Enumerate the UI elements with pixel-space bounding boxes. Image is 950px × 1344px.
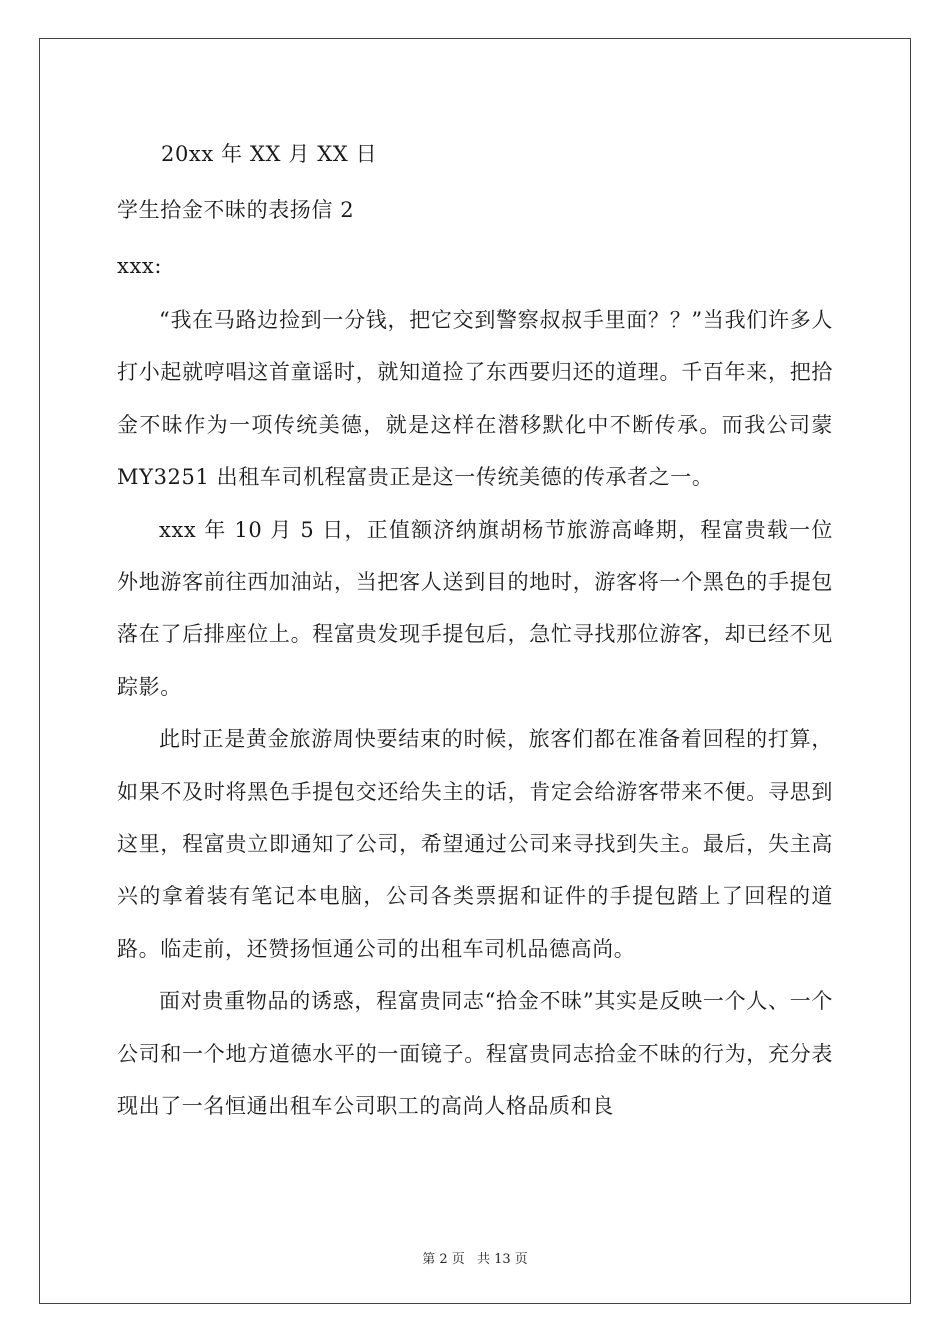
page-number: 第 2 页 bbox=[422, 1252, 465, 1267]
page-footer bbox=[0, 1248, 950, 1267]
letter-body bbox=[117, 128, 833, 1133]
paragraph-4: 面对贵重物品的诱惑，程富贵同志“拾金不昧”其实是反映一个人、一个公司和一个地方道德水平的一面镜子。程富贵同志拾金不昧的行为，充分表现出了一名恒通出租车公司职工的高尚人格品质和良 bbox=[117, 989, 833, 1119]
letter-title: 学生拾金不昧的表扬信 2 bbox=[117, 198, 355, 222]
letter-salutation: xxx: bbox=[117, 254, 163, 278]
paragraph-3: 此时正是黄金旅游周快要结束的时候，旅客们都在准备着回程的打算，如果不及时将黑色手提包交还给失主的话，肯定会给游客带来不便。寻思到这里，程富贵立即通知了公司，希望通过公司来寻找到失主。最后，失主高兴的拿着装有笔记本电脑，公司各类票据和证件的手提包踏上了回程的道路。临走前，还赞扬恒通公司的出租车司机品德高尚。 bbox=[117, 727, 833, 961]
letter-date: 20xx 年 XX 月 XX 日 bbox=[161, 142, 378, 166]
page-total: 共 13 页 bbox=[476, 1252, 528, 1267]
paragraph-2: xxx 年 10 月 5 日，正值额济纳旗胡杨节旅游高峰期，程富贵载一位外地游客前往西加油站，当把客人送到目的地时，游客将一个黑色的手提包落在了后排座位上。程富贵发现手提包后，急忙寻找那位游客，却已经不见踪影。 bbox=[117, 517, 833, 699]
paragraph-1: “我在马路边捡到一分钱，把它交到警察叔叔手里面？？”当我们许多人打小起就哼唱这首童谣时，就知道捡了东西要归还的道理。千百年来，把拾金不昧作为一项传统美德，就是这样在潜移默化中不断传承。而我公司蒙 MY3251 出租车司机程富贵正是这一传统美德的传承者之一。 bbox=[117, 308, 833, 490]
